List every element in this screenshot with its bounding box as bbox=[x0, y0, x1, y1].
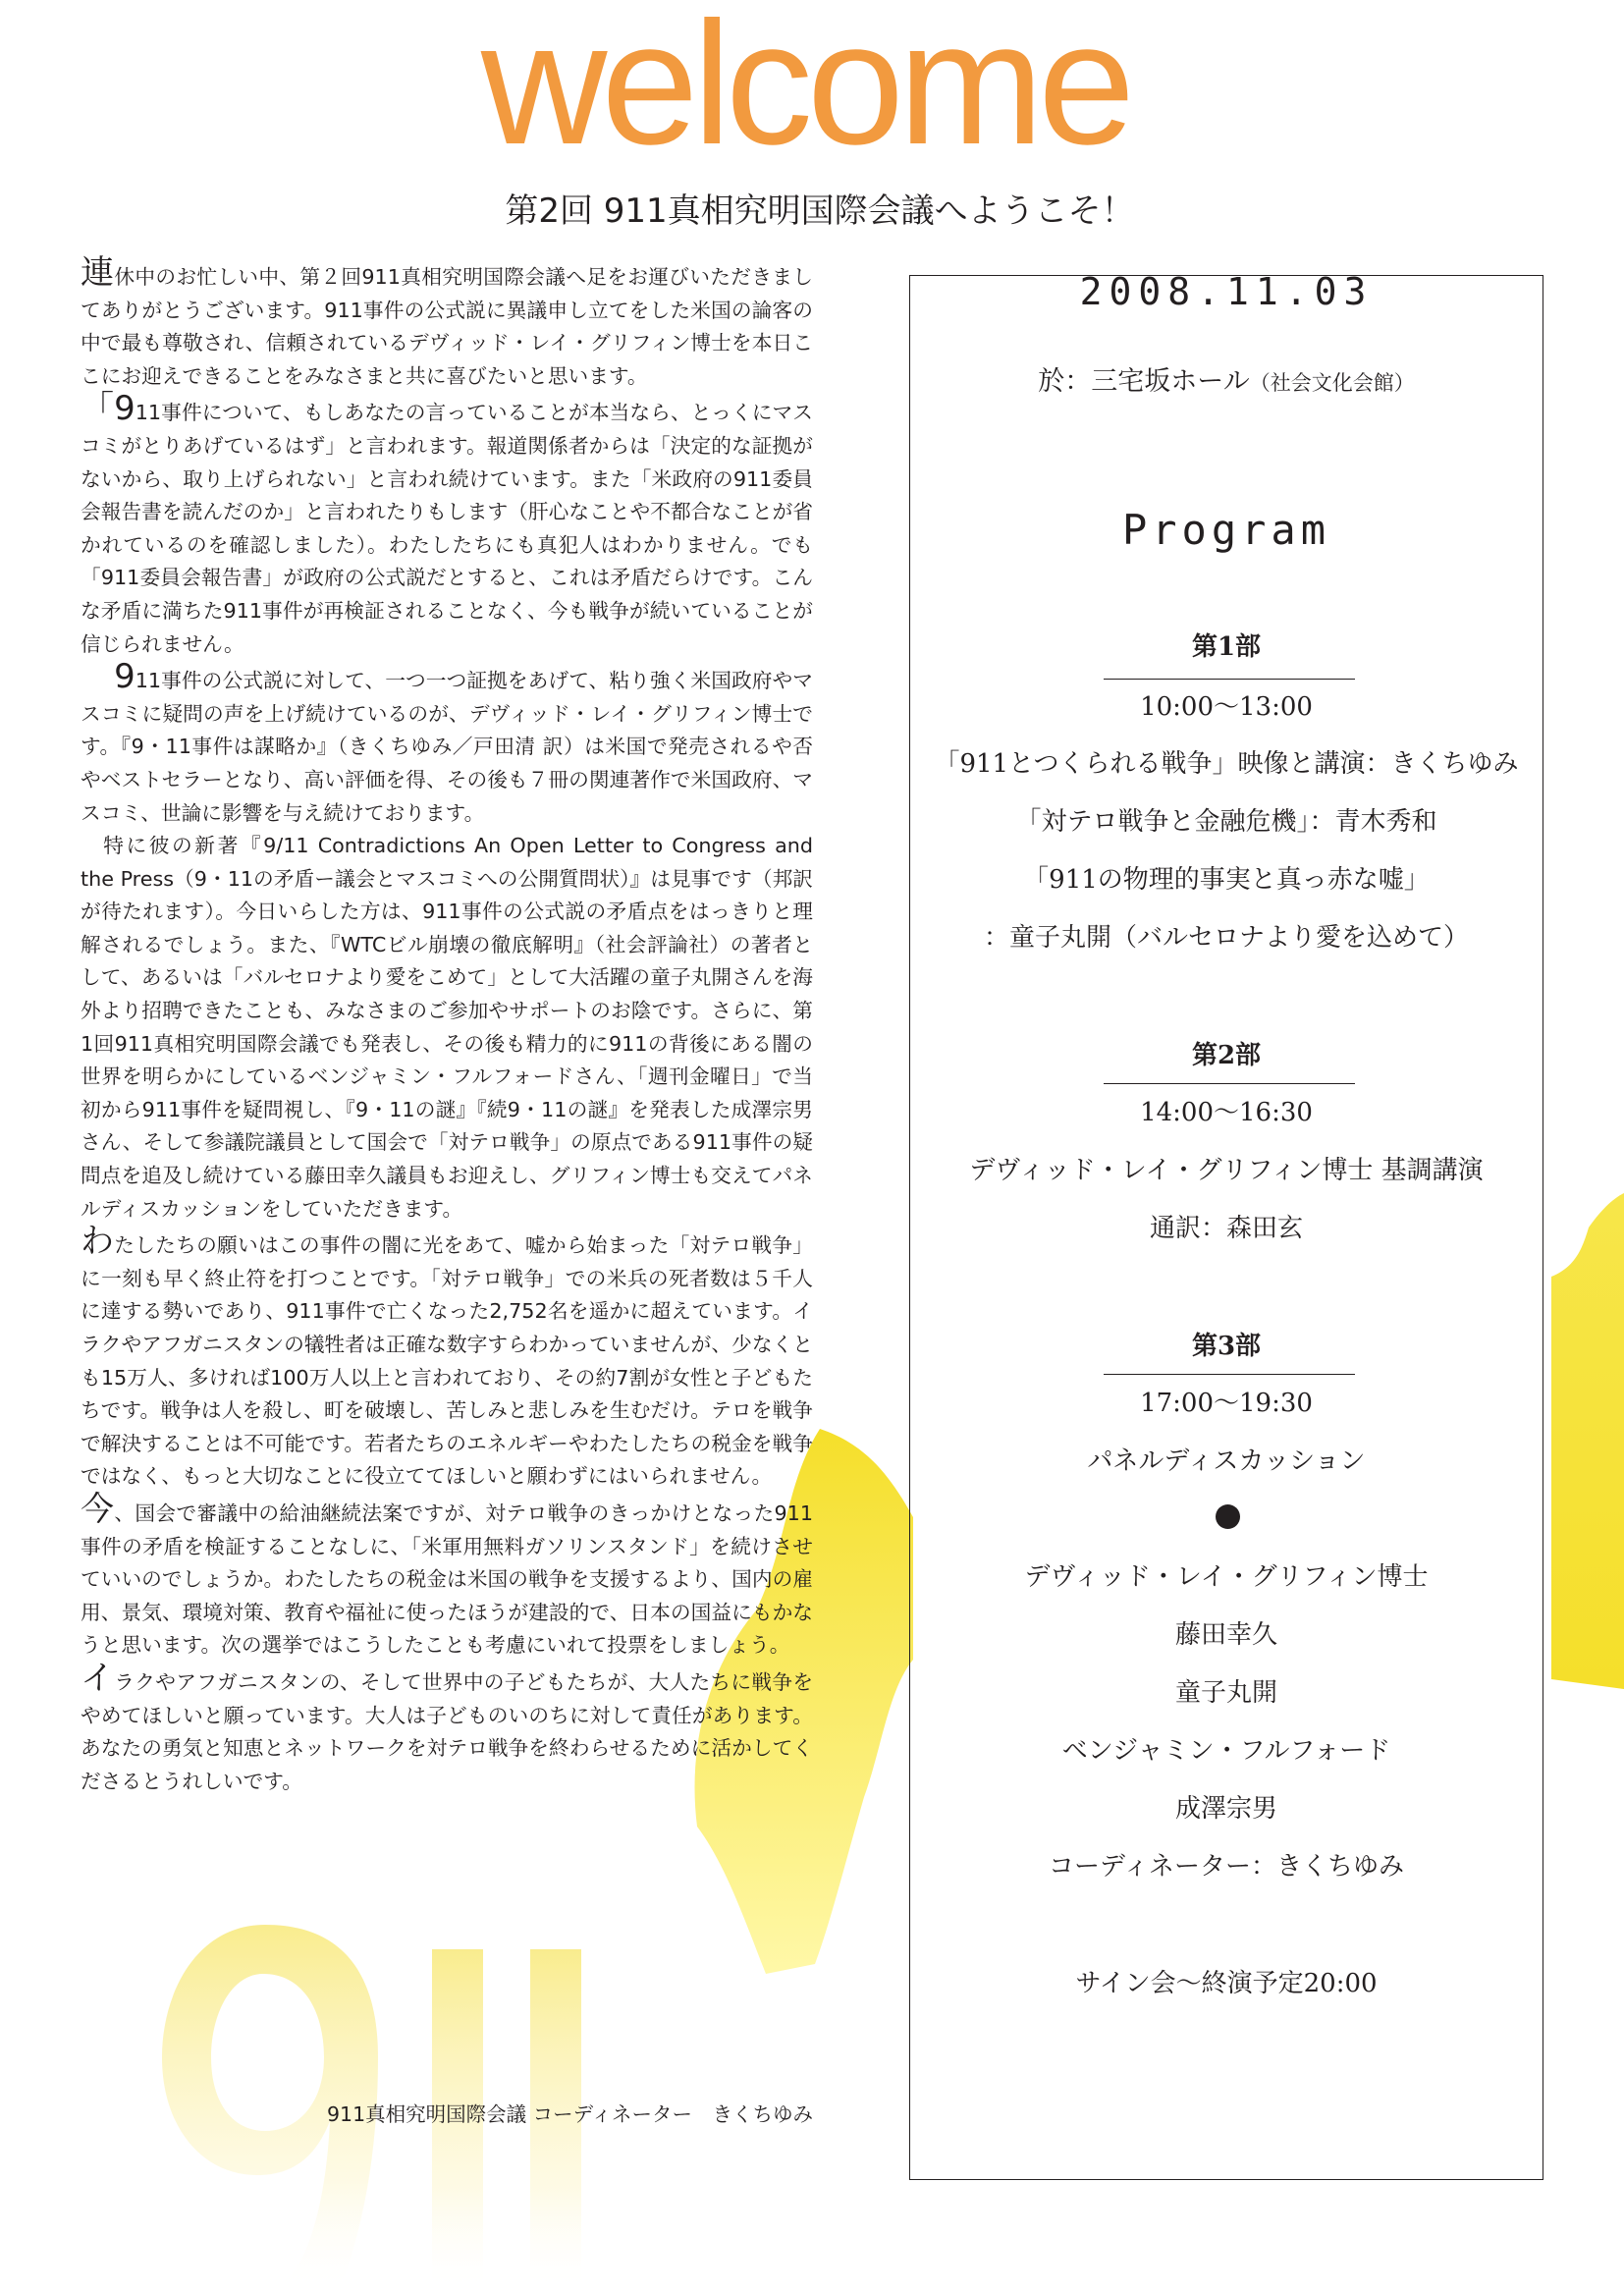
paragraph-4 bbox=[81, 830, 813, 1226]
panelist: 童子丸開 bbox=[1174, 1678, 1277, 1708]
part3-label: 第3部 bbox=[1191, 1332, 1262, 1361]
panelist: 成澤宗男 bbox=[1174, 1794, 1277, 1824]
welcome-article bbox=[81, 253, 814, 1798]
part1-item: ：童子丸開（バルセロナより愛を込めて） bbox=[983, 923, 1469, 953]
part3-title: パネルディスカッション bbox=[1087, 1446, 1366, 1476]
dropcap: 連 bbox=[81, 253, 115, 293]
part1-divider bbox=[1104, 679, 1355, 680]
panelist: コーディネーター：きくちゆみ bbox=[1049, 1852, 1404, 1882]
bullet-icon bbox=[1216, 1504, 1240, 1529]
part2-label: 第2部 bbox=[1191, 1041, 1262, 1070]
paragraph-2 bbox=[81, 389, 813, 661]
program-heading: Program bbox=[1121, 506, 1330, 554]
paragraph-7 bbox=[81, 1658, 814, 1798]
event-date: 2008.11.03 bbox=[1079, 270, 1374, 313]
dropcap: 今 bbox=[81, 1489, 115, 1529]
paragraph-text: 特に彼の新著『9/11 Contradictions An Open Letter to Congress and the Press（9・11の矛盾ー議会とマスコミへの公開質問状）』は見事です（邦訳が待たれます）。今日いらした方は、911事件の公式説の矛盾点をはっきりと理解されるでしょう。また、『WTCビル崩壊の徹底解明』（社会評論社）の著者として、あるいは「バルセロナより愛をこめて」として大活躍の童子丸開さんを海外より招聘できたことも、みなさまのご参加やサポートのお陰です。さらに、第1回911真相究明国際会議でも発表し、その後も精力的に911の背後にある闇の世界を明らかにしているベンジャミン・フルフォードさん、「週刊金曜日」で当初から911事件を疑問視し、『9・11の謎』『続9・11の謎』を発表した成澤宗男さん、そして参議院議員として国会で「対テロ戦争」の原点である911事件の疑問点を追及し続けている藤田幸久議員もお迎えし、グリフィン博士も交えてパネルディスカッションをしていただきます。 bbox=[81, 834, 813, 1221]
venue-name: 於：三宅坂ホール bbox=[1038, 366, 1250, 397]
paragraph-text: 休中のお忙しい中、第２回911真相究明国際会議へ足をお運びいただきましてありがとうございます。911事件の公式説に異議申し立てをした米国の論客の中で最も尊敬され、信頼されているデヴィッド・レイ・グリフィン博士を本日ここにお迎えできることをみなさまと共に喜びたいと思います。 bbox=[81, 265, 813, 388]
part1-item: 「911とつくられる戦争」映像と講演：きくちゆみ bbox=[934, 749, 1519, 779]
event-venue bbox=[910, 359, 1543, 398]
part1-time: 10:00〜13:00 bbox=[1140, 692, 1313, 722]
paragraph-5 bbox=[81, 1222, 813, 1494]
paragraph-text: 、国会で審議中の給油継続法案ですが、対テロ戦争のきっかけとなった911事件の矛盾を検証することなしに、「米軍用無料ガソリンスタンド」を続けさせていいのでしょうか。わたしたちの税金は米国の戦争を支援するより、国内の雇用、景気、環境対策、教育や福祉に使ったほうが建設的で、日本の国益にもかなうと思います。次の選挙ではこうしたことも考慮にいれて投票をしましょう。 bbox=[81, 1501, 813, 1658]
dropcap: 「9 bbox=[81, 389, 135, 429]
paragraph-text: たしたちの願いはこの事件の闇に光をあて、嘘から始まった「対テロ戦争」に一刻も早く終止符を打つことです。「対テロ戦争」での米兵の死者数は５千人に達する勢いであり、911事件で亡くなった2,752名を遥かに超えています。イラクやアフガニスタンの犠牲者は正確な数字すらわかっていませんが、少なくとも15万人、多ければ100万人以上と言われており、その約7割が女性と子どもたちです。戦争は人を殺し、町を破壊し、苦しみと悲しみを生むだけ。テロを戦争で解決することは不可能です。若者たちのエネルギーやわたしたちの税金を戦争ではなく、もっと大切なことに役立ててほしいと願わずにはいられません。 bbox=[81, 1233, 813, 1489]
part2-item: デヴィッド・レイ・グリフィン博士 基調講演 bbox=[969, 1156, 1484, 1185]
paragraph-text: ラクやアフガニスタンの、そして世界中の子どもたちが、大人たちに戦争をやめてほしいと願っています。大人は子どものいのちに対して責任があります。あなたの勇気と知恵とネットワークを対テロ戦争を終わらせるために活かしてくださるとうれしいです。 bbox=[81, 1669, 814, 1793]
panelist: 藤田幸久 bbox=[1174, 1620, 1277, 1650]
venue-note: （社会文化会館） bbox=[1249, 371, 1415, 395]
part2-time: 14:00〜16:30 bbox=[1140, 1098, 1313, 1127]
program-box bbox=[909, 270, 1543, 2180]
dropcap: わ bbox=[81, 1222, 115, 1262]
part1-label: 第1部 bbox=[1191, 632, 1262, 662]
dropcap: 9 bbox=[81, 657, 135, 697]
part3-divider bbox=[1104, 1374, 1355, 1375]
part2-item: 通訳：森田玄 bbox=[1149, 1214, 1303, 1243]
paragraph-1 bbox=[81, 253, 813, 393]
paragraph-6 bbox=[81, 1489, 813, 1663]
panelist: デヴィッド・レイ・グリフィン博士 bbox=[1024, 1562, 1429, 1592]
article-signature: 911真相究明国際会議 コーディネーター きくちゆみ bbox=[326, 2102, 813, 2126]
welcome-title: welcome bbox=[480, 0, 1130, 181]
conference-subtitle: 第2回 911真相究明国際会議へようこそ！ bbox=[505, 191, 1135, 231]
paragraph-text: 11事件の公式説に対して、一つ一つ証拠をあげて、粘り強く米国政府やマスコミに疑問の声を上げ続けているのが、デヴィッド・レイ・グリフィン博士です。『9・11事件は謀略か』（きくちゆみ／戸田清 訳）は米国で発売されるや否やベストセラーとなり、高い評価を得、その後も７冊の関連著作で米国政府、マスコミ、世論に影響を与え続けております。 bbox=[81, 669, 813, 825]
paragraph-text: 11事件について、もしあなたの言っていることが本当なら、とっくにマスコミがとりあげているはず」と言われます。報道関係者からは「決定的な証拠がないから、取り上げられない」と言われ続けています。また「米政府の911委員会報告書を読んだのか」と言われたりもします（肝心なことや不都合なことが省かれているのを確認しました）。わたしたちにも真犯人はわかりません。でも「911委員会報告書」が政府の公式説だとすると、これは矛盾だらけです。こんな矛盾に満ちた911事件が再検証されることなく、今も戦争が続いていることが信じられません。 bbox=[81, 401, 813, 656]
part3-time: 17:00〜19:30 bbox=[1140, 1389, 1313, 1418]
closing-note: サイン会〜終演予定20:00 bbox=[1075, 1969, 1378, 1998]
part2-divider bbox=[1104, 1083, 1355, 1084]
paragraph-3 bbox=[81, 657, 813, 830]
dropcap: イ bbox=[81, 1658, 115, 1698]
part1-item: 「911の物理的事実と真っ赤な嘘」 bbox=[1023, 865, 1430, 895]
part1-item: 「対テロ戦争と金融危機」：青木秀和 bbox=[1015, 807, 1437, 837]
panelist: ベンジャミン・フルフォード bbox=[1061, 1736, 1391, 1766]
yellow-splash-right bbox=[1551, 1193, 1624, 1689]
